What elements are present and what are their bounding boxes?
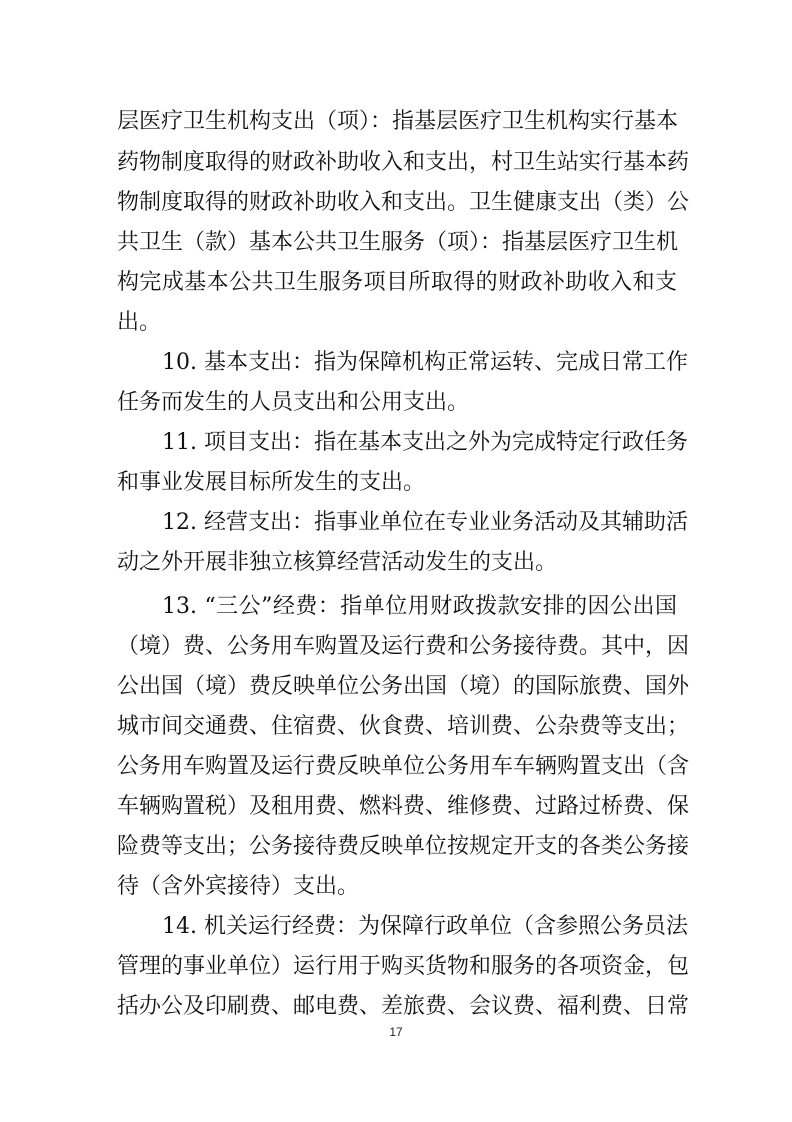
text-line: （境）费、公务用车购置及运行费和公务接待费。其中，因 — [117, 634, 690, 659]
paragraph-11-line: 11. 项目支出：指在基本支出之外为完成特定行政任务 — [162, 430, 688, 455]
page-number: 17 — [389, 1025, 403, 1039]
text-line: 构完成基本公共卫生服务项目所取得的财政补助收入和支 — [117, 270, 677, 295]
text-line: 公务用车购置及运行费反映单位公务用车车辆购置支出（含 — [117, 754, 690, 779]
paragraph-14-line: 14. 机关运行经费：为保障行政单位（含参照公务员法 — [162, 914, 688, 939]
paragraph-13-line: 13. “三公”经费：指单位用财政拨款安排的因公出国 — [162, 594, 677, 619]
text-line: 城市间交通费、住宿费、伙食费、培训费、公杂费等支出； — [117, 714, 690, 739]
text-line: 药物制度取得的财政补助收入和支出，村卫生站实行基本药 — [117, 150, 690, 175]
text-line: 层医疗卫生机构支出（项）：指基层医疗卫生机构实行基本 — [117, 109, 679, 134]
text-line: 待（含外宾接待）支出。 — [117, 874, 360, 899]
text-line: 管理的事业单位）运行用于购买货物和服务的各项资金，包 — [117, 954, 690, 979]
text-line: 动之外开展非独立核算经营活动发生的支出。 — [117, 550, 558, 575]
text-line: 车辆购置税）及租用费、燃料费、维修费、过路过桥费、保 — [117, 794, 690, 819]
text-line: 任务而发生的人员支出和公用支出。 — [117, 390, 470, 415]
text-line: 险费等支出；公务接待费反映单位按规定开支的各类公务接 — [117, 834, 690, 859]
text-line: 和事业发展目标所发生的支出。 — [117, 470, 426, 495]
text-line: 出。 — [117, 310, 162, 335]
text-line: 共卫生（款）基本公共卫生服务（项）：指基层医疗卫生机 — [117, 230, 679, 255]
text-line: 物制度取得的财政补助收入和支出。卫生健康支出（类）公 — [117, 190, 690, 215]
paragraph-10-line: 10. 基本支出：指为保障机构正常运转、完成日常工作 — [162, 350, 688, 375]
text-line: 括办公及印刷费、邮电费、差旅费、会议费、福利费、日常 — [117, 994, 690, 1019]
text-line: 公出国（境）费反映单位公务出国（境）的国际旅费、国外 — [117, 674, 690, 699]
paragraph-12-line: 12. 经营支出：指事业单位在专业业务活动及其辅助活 — [162, 510, 688, 535]
